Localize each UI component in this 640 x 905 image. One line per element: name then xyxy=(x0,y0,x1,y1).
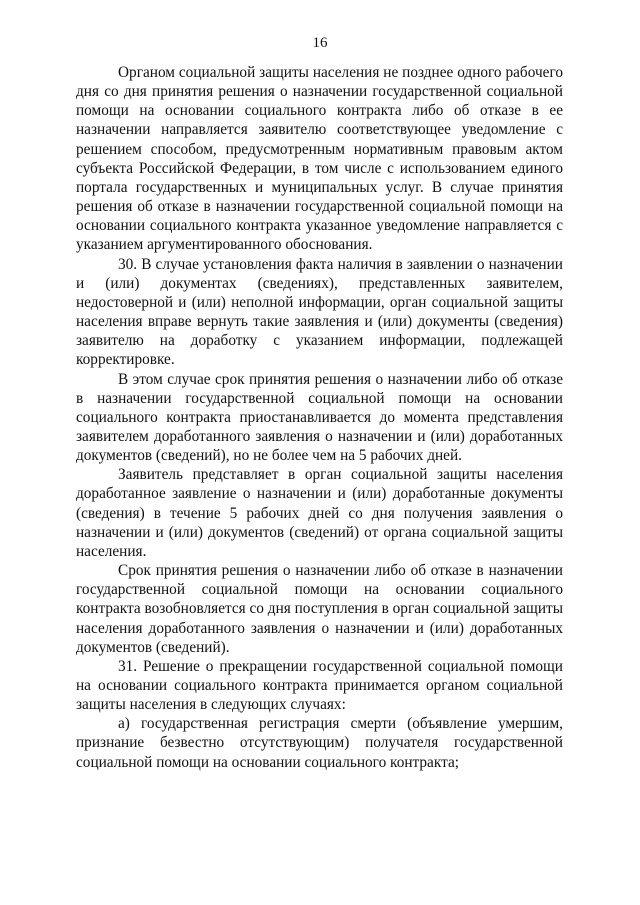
paragraph-notification: Органом социальной защиты населения не позднее одного рабочего дня со дня принятия решения о назначении государственной социальной помощи на основании социального контракта либо об отказе в ее назначении направляется заявителю соответствующее уведомление с решением способом, предусмотренным нормативным правовым актом субъекта Российской Федерации, в том числе с использованием единого портала государственных и муниципальных услуг. В случае принятия решения об отказе в назначении государственной социальной помощи на основании социального контракта указанное уведомление направляется с указанием аргументированного обоснования. xyxy=(76,64,563,254)
paragraph-clause-31-a: а) государственная регистрация смерти (объявление умершим, признание безвестно отсутствующим) получателя государственной социальной помощи на основании социального контракта; xyxy=(76,715,563,771)
paragraph-clause-30: 30. В случае установления факта наличия в заявлении о назначении и (или) документах (сведениях), представленных заявителем, недостоверной и (или) неполной информации, орган социальной защиты населения вправе вернуть такие заявления и (или) документы (сведения) заявителю на доработку с указанием информации, подлежащей корректировке. xyxy=(76,255,563,369)
paragraph-suspension-term: В этом случае срок принятия решения о назначении либо об отказе в назначении государственной социальной помощи на основании социального контракта приостанавливается до момента представления заявителем доработанного заявления о назначении и (или) доработанных документов (сведений), но не более чем на 5 рабочих дней. xyxy=(76,370,563,465)
paragraph-resumption: Срок принятия решения о назначении либо об отказе в назначении государственной социальной помощи на основании социального контракта возобновляется со дня поступления в орган социальной защиты населения доработанного заявления о назначении и (или) доработанных документов (сведений). xyxy=(76,562,563,656)
document-body xyxy=(76,63,563,772)
paragraph-resubmission: Заявитель представляет в орган социальной защиты населения доработанное заявление о назначении и (или) доработанные документы (сведения) в течение 5 рабочих дней со дня получения заявления о назначении и (или) документов (сведений) от органа социальной защиты населения. xyxy=(76,466,563,560)
page-number: 16 xyxy=(312,35,328,51)
paragraph-clause-31: 31. Решение о прекращении государственной социальной помощи на основании социального контракта принимается органом социальной защиты населения в следующих случаях: xyxy=(76,657,563,714)
